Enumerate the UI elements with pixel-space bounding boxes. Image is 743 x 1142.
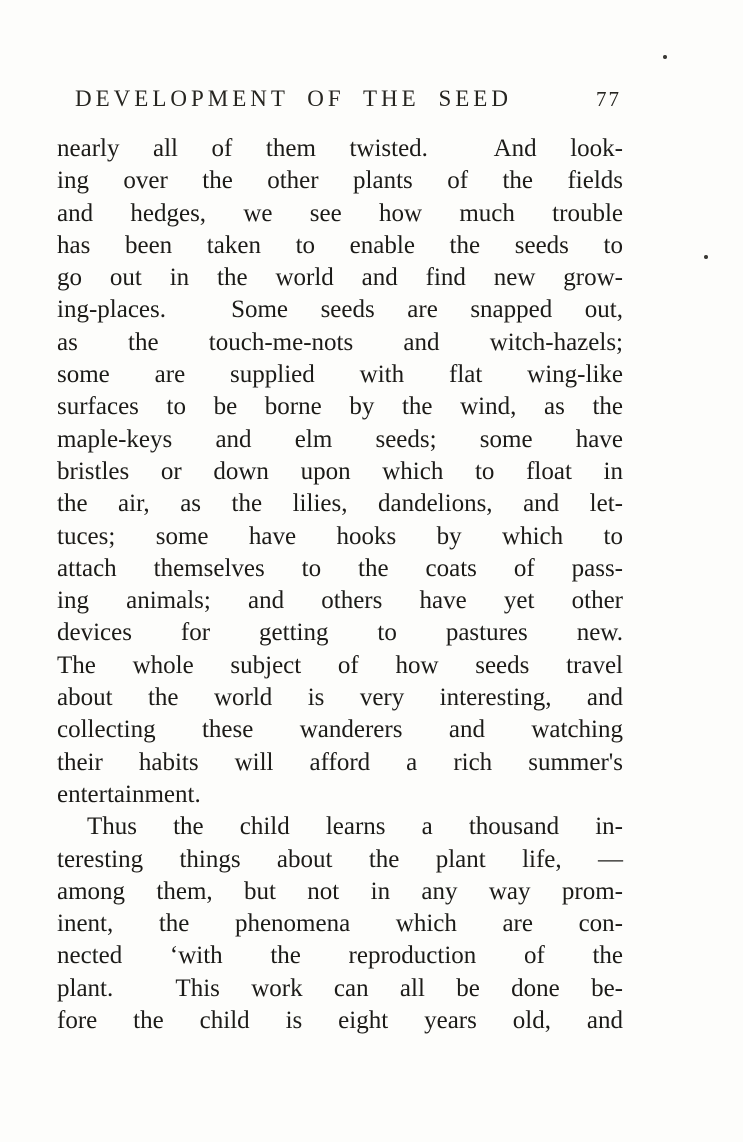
text-line: as the touch-me-nots and witch-hazels; [57, 328, 623, 356]
text-line: nearly all of them twisted. And look- [57, 135, 623, 162]
page-content [57, 86, 623, 1037]
text-line: surfaces to be borne by the wind, as the [57, 393, 623, 421]
text-line: collecting these wanderers and watching [57, 716, 623, 744]
text-line: ing over the other plants of the fields [57, 167, 623, 195]
text-line: devices for getting to pastures new. [57, 619, 623, 647]
body-text [57, 133, 623, 1037]
text-line: among them, but not in any way prom- [57, 877, 623, 905]
scan-speck [663, 55, 667, 59]
text-line: teresting things about the plant life, — [57, 845, 623, 873]
text-line: plant. This work can all be done be- [57, 974, 623, 1002]
running-header [57, 86, 623, 112]
text-line: attach themselves to the coats of pass- [57, 554, 623, 582]
text-line: go out in the world and find new grow- [57, 264, 623, 292]
page-number: 77 [596, 87, 621, 111]
text-line: has been taken to enable the seeds to [57, 231, 623, 259]
text-line: The whole subject of how seeds travel [57, 651, 623, 679]
scan-speck [704, 255, 708, 259]
chapter-title: DEVELOPMENT OF THE SEED [75, 86, 512, 111]
text-line: and hedges, we see how much trouble [57, 199, 623, 227]
text-line: bristles or down upon which to float in [57, 457, 623, 485]
text-line: some are supplied with flat wing-like [57, 361, 623, 389]
text-line: about the world is very interesting, and [57, 684, 623, 712]
text-line: maple-keys and elm seeds; some have [57, 425, 623, 453]
text-line: ing animals; and others have yet other [57, 587, 623, 615]
text-line: nected ‘with the reproduction of the [57, 942, 623, 970]
text-line: their habits will afford a rich summer's [57, 748, 623, 776]
paragraph [57, 133, 623, 811]
text-line: Thus the child learns a thousand in- [87, 813, 623, 841]
text-line: fore the child is eight years old, and [57, 1007, 623, 1035]
text-line: inent, the phenomena which are con- [57, 910, 623, 938]
text-line: ing-places. Some seeds are snapped out, [57, 296, 623, 324]
text-line: entertainment. [57, 780, 201, 808]
text-line: tuces; some have hooks by which to [57, 522, 623, 550]
text-line: the air, as the lilies, dandelions, and let- [57, 490, 623, 518]
paragraph [57, 811, 623, 1037]
